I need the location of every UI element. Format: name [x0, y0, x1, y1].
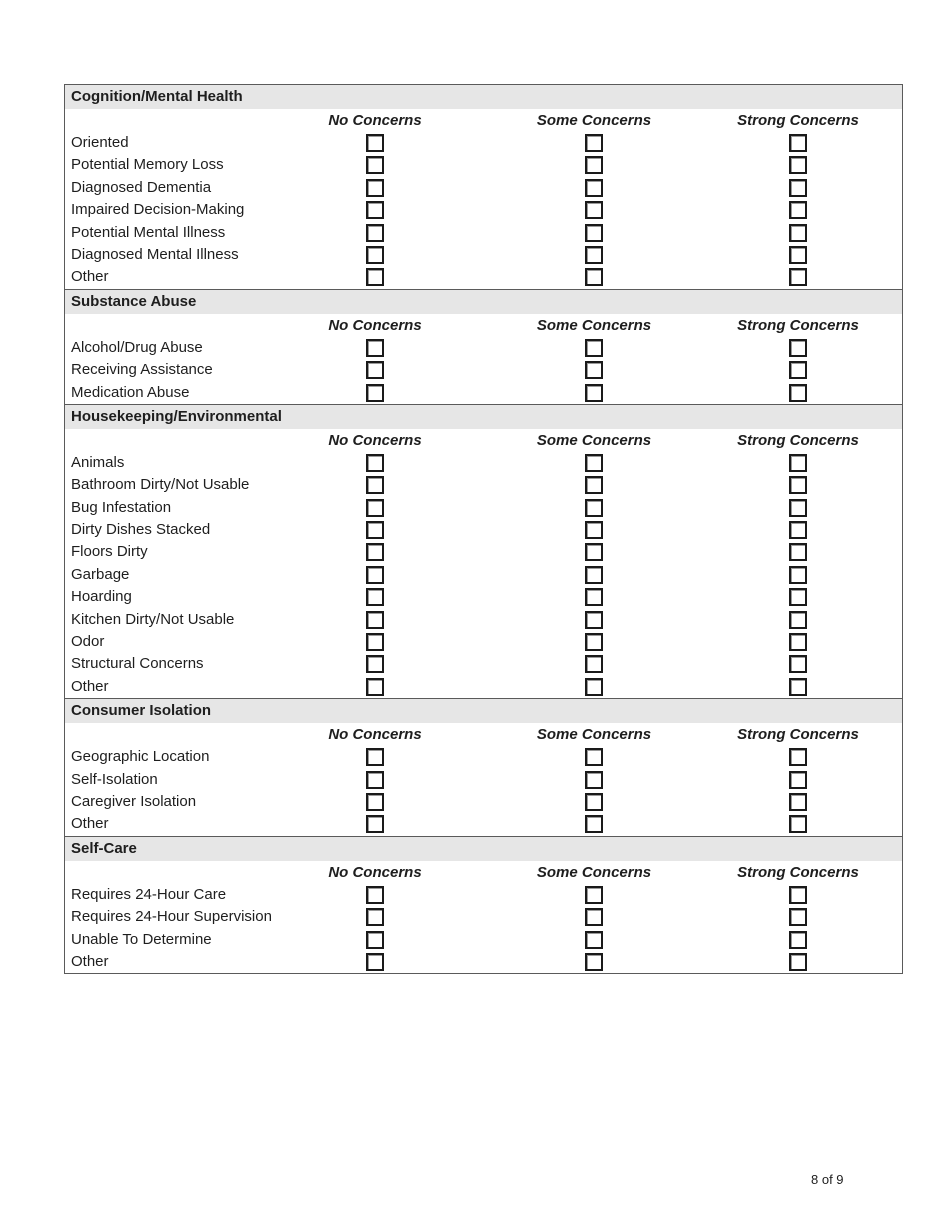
strong-concerns-checkbox[interactable] [789, 771, 807, 789]
form-row [65, 132, 902, 154]
section-title: Housekeeping/Environmental [65, 404, 902, 429]
row-label: Hoarding [71, 588, 132, 606]
column-header-no-concerns: No Concerns [328, 863, 422, 881]
row-label: Receiving Assistance [71, 361, 213, 379]
no-concerns-checkbox[interactable] [366, 179, 384, 197]
strong-concerns-checkbox[interactable] [789, 588, 807, 606]
strong-concerns-checkbox[interactable] [789, 655, 807, 673]
row-label: Requires 24-Hour Care [71, 885, 227, 903]
some-concerns-checkbox[interactable] [585, 611, 603, 629]
row-label: Structural Concerns [71, 655, 204, 673]
some-concerns-checkbox[interactable] [585, 156, 603, 174]
form-row [65, 653, 902, 675]
column-header-strong-concerns: Strong Concerns [737, 863, 859, 881]
no-concerns-checkbox[interactable] [366, 499, 384, 517]
some-concerns-checkbox[interactable] [585, 953, 603, 971]
no-concerns-checkbox[interactable] [366, 588, 384, 606]
some-concerns-checkbox[interactable] [585, 339, 603, 357]
no-concerns-checkbox[interactable] [366, 339, 384, 357]
section-self-care [65, 836, 902, 974]
form-row [65, 519, 902, 541]
strong-concerns-checkbox[interactable] [789, 611, 807, 629]
row-label: Alcohol/Drug Abuse [71, 338, 203, 356]
some-concerns-checkbox[interactable] [585, 361, 603, 379]
column-header-strong-concerns: Strong Concerns [737, 431, 859, 449]
no-concerns-checkbox[interactable] [366, 886, 384, 904]
no-concerns-checkbox[interactable] [366, 268, 384, 286]
strong-concerns-checkbox[interactable] [789, 339, 807, 357]
section-substance-abuse [65, 289, 902, 404]
row-label: Oriented [71, 134, 129, 151]
no-concerns-checkbox[interactable] [366, 771, 384, 789]
strong-concerns-checkbox[interactable] [789, 543, 807, 561]
form-row [65, 199, 902, 221]
form-row [65, 769, 902, 791]
row-label: Impaired Decision-Making [71, 201, 245, 219]
row-label: Diagnosed Dementia [71, 178, 212, 196]
strong-concerns-checkbox[interactable] [789, 476, 807, 494]
column-header-strong-concerns: Strong Concerns [737, 316, 859, 334]
strong-concerns-checkbox[interactable] [789, 384, 807, 402]
column-header-row [65, 861, 902, 884]
column-header-row [65, 429, 902, 452]
section-consumer-isolation [65, 698, 902, 836]
some-concerns-checkbox[interactable] [585, 886, 603, 904]
strong-concerns-checkbox[interactable] [789, 224, 807, 242]
some-concerns-checkbox[interactable] [585, 771, 603, 789]
section-cognition-mental-health [65, 85, 902, 289]
form-row [65, 177, 902, 199]
some-concerns-checkbox[interactable] [585, 655, 603, 673]
column-header-no-concerns: No Concerns [328, 112, 422, 129]
some-concerns-checkbox[interactable] [585, 908, 603, 926]
form-row [65, 791, 902, 813]
no-concerns-checkbox[interactable] [366, 953, 384, 971]
form-row [65, 474, 902, 496]
some-concerns-checkbox[interactable] [585, 268, 603, 286]
some-concerns-checkbox[interactable] [585, 521, 603, 539]
row-label: Other [71, 815, 109, 833]
some-concerns-checkbox[interactable] [585, 201, 603, 219]
column-header-row [65, 314, 902, 337]
form-row [65, 676, 902, 698]
some-concerns-checkbox[interactable] [585, 748, 603, 766]
form-row [65, 154, 902, 176]
strong-concerns-checkbox[interactable] [789, 521, 807, 539]
column-header-no-concerns: No Concerns [328, 316, 422, 334]
some-concerns-checkbox[interactable] [585, 134, 603, 152]
strong-concerns-checkbox[interactable] [789, 886, 807, 904]
form-row [65, 929, 902, 951]
form-row [65, 222, 902, 244]
column-header-some-concerns: Some Concerns [536, 431, 652, 449]
row-label: Bathroom Dirty/Not Usable [71, 476, 250, 494]
column-header-some-concerns: Some Concerns [536, 726, 652, 744]
section-housekeeping-environmental [65, 404, 902, 698]
form-row [65, 564, 902, 586]
form-row [65, 951, 902, 973]
row-label: Medication Abuse [71, 383, 190, 401]
no-concerns-checkbox[interactable] [366, 908, 384, 926]
no-concerns-checkbox[interactable] [366, 748, 384, 766]
row-label: Requires 24-Hour Supervision [71, 908, 272, 926]
column-header-row [65, 723, 902, 746]
no-concerns-checkbox[interactable] [366, 521, 384, 539]
no-concerns-checkbox[interactable] [366, 633, 384, 651]
column-header-some-concerns: Some Concerns [536, 863, 652, 881]
strong-concerns-checkbox[interactable] [789, 201, 807, 219]
column-header-no-concerns: No Concerns [328, 726, 422, 744]
form-row [65, 337, 902, 359]
no-concerns-checkbox[interactable] [366, 655, 384, 673]
column-header-some-concerns: Some Concerns [536, 112, 652, 129]
no-concerns-checkbox[interactable] [366, 611, 384, 629]
row-label: Odor [71, 633, 105, 651]
strong-concerns-checkbox[interactable] [789, 748, 807, 766]
some-concerns-checkbox[interactable] [585, 543, 603, 561]
row-label: Self-Isolation [71, 770, 158, 788]
assessment-form [64, 84, 903, 974]
section-title: Self-Care [65, 836, 902, 861]
row-label: Garbage [71, 565, 130, 583]
row-label: Geographic Location [71, 748, 210, 766]
column-header-no-concerns: No Concerns [328, 431, 422, 449]
form-row [65, 746, 902, 768]
some-concerns-checkbox[interactable] [585, 224, 603, 242]
form-row [65, 631, 902, 653]
some-concerns-checkbox[interactable] [585, 476, 603, 494]
some-concerns-checkbox[interactable] [585, 633, 603, 651]
strong-concerns-checkbox[interactable] [789, 156, 807, 174]
no-concerns-checkbox[interactable] [366, 476, 384, 494]
no-concerns-checkbox[interactable] [366, 678, 384, 696]
form-row [65, 359, 902, 381]
no-concerns-checkbox[interactable] [366, 201, 384, 219]
row-label: Floors Dirty [71, 543, 148, 561]
section-title: Consumer Isolation [65, 698, 902, 723]
row-label: Diagnosed Mental Illness [71, 245, 239, 263]
row-label: Dirty Dishes Stacked [71, 521, 211, 539]
no-concerns-checkbox[interactable] [366, 384, 384, 402]
strong-concerns-checkbox[interactable] [789, 815, 807, 833]
row-label: Caregiver Isolation [71, 792, 197, 810]
no-concerns-checkbox[interactable] [366, 246, 384, 264]
no-concerns-checkbox[interactable] [366, 931, 384, 949]
no-concerns-checkbox[interactable] [366, 815, 384, 833]
strong-concerns-checkbox[interactable] [789, 361, 807, 379]
section-title: Substance Abuse [65, 289, 902, 314]
strong-concerns-checkbox[interactable] [789, 499, 807, 517]
row-label: Unable To Determine [71, 930, 212, 948]
no-concerns-checkbox[interactable] [366, 543, 384, 561]
strong-concerns-checkbox[interactable] [789, 246, 807, 264]
no-concerns-checkbox[interactable] [366, 793, 384, 811]
some-concerns-checkbox[interactable] [585, 566, 603, 584]
column-header-strong-concerns: Strong Concerns [737, 726, 859, 744]
row-label: Potential Mental Illness [71, 223, 226, 241]
no-concerns-checkbox[interactable] [366, 566, 384, 584]
row-label: Potential Memory Loss [71, 156, 224, 174]
some-concerns-checkbox[interactable] [585, 588, 603, 606]
form-row [65, 244, 902, 266]
row-label: Other [71, 677, 109, 695]
strong-concerns-checkbox[interactable] [789, 268, 807, 286]
strong-concerns-checkbox[interactable] [789, 908, 807, 926]
strong-concerns-checkbox[interactable] [789, 678, 807, 696]
no-concerns-checkbox[interactable] [366, 224, 384, 242]
column-header-row [65, 109, 902, 132]
row-label: Other [71, 268, 109, 286]
some-concerns-checkbox[interactable] [585, 179, 603, 197]
no-concerns-checkbox[interactable] [366, 134, 384, 152]
some-concerns-checkbox[interactable] [585, 246, 603, 264]
row-label: Other [71, 952, 109, 970]
form-row [65, 452, 902, 474]
strong-concerns-checkbox[interactable] [789, 633, 807, 651]
form-row [65, 884, 902, 906]
form-row [65, 266, 902, 288]
some-concerns-checkbox[interactable] [585, 678, 603, 696]
strong-concerns-checkbox[interactable] [789, 793, 807, 811]
some-concerns-checkbox[interactable] [585, 454, 603, 472]
column-header-some-concerns: Some Concerns [536, 316, 652, 334]
some-concerns-checkbox[interactable] [585, 815, 603, 833]
form-row [65, 609, 902, 631]
strong-concerns-checkbox[interactable] [789, 134, 807, 152]
strong-concerns-checkbox[interactable] [789, 454, 807, 472]
form-row [65, 813, 902, 835]
row-label: Kitchen Dirty/Not Usable [71, 610, 235, 628]
some-concerns-checkbox[interactable] [585, 793, 603, 811]
form-row [65, 497, 902, 519]
form-row [65, 586, 902, 608]
strong-concerns-checkbox[interactable] [789, 953, 807, 971]
some-concerns-checkbox[interactable] [585, 384, 603, 402]
form-row [65, 906, 902, 928]
section-title: Cognition/Mental Health [65, 85, 902, 109]
no-concerns-checkbox[interactable] [366, 156, 384, 174]
form-row [65, 541, 902, 563]
row-label: Bug Infestation [71, 498, 172, 516]
form-row [65, 382, 902, 404]
some-concerns-checkbox[interactable] [585, 931, 603, 949]
strong-concerns-checkbox[interactable] [789, 566, 807, 584]
strong-concerns-checkbox[interactable] [789, 931, 807, 949]
column-header-strong-concerns: Strong Concerns [737, 112, 859, 129]
no-concerns-checkbox[interactable] [366, 454, 384, 472]
strong-concerns-checkbox[interactable] [789, 179, 807, 197]
some-concerns-checkbox[interactable] [585, 499, 603, 517]
page-number: 8 of 9 [811, 1172, 844, 1187]
no-concerns-checkbox[interactable] [366, 361, 384, 379]
row-label: Animals [71, 453, 125, 471]
